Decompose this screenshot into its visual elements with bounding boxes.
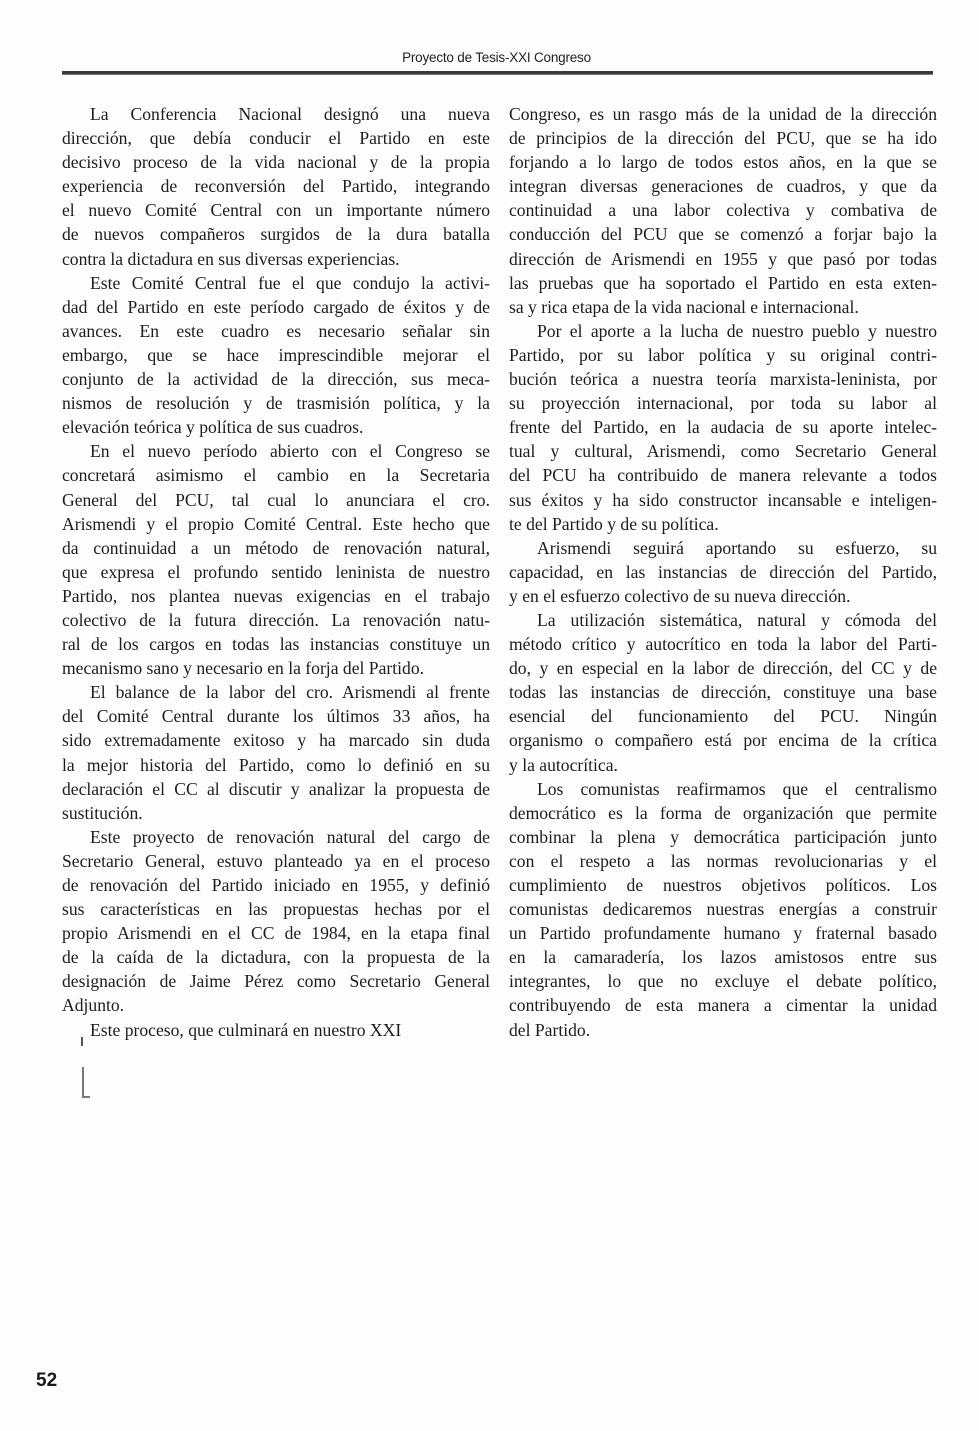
text-line: da continuidad a un método de renovación natural, [62, 537, 490, 558]
text-line: General del PCU, tal cual lo anunciara el cro. [62, 489, 490, 510]
text-line: su proyección internacional, por toda su labor al [509, 393, 937, 414]
paragraph [62, 271, 490, 440]
text-line: nismos de resolución y de trasmisión política, y la [62, 393, 490, 414]
text-line: declaración el CC al discutir y analizar la propuesta de [62, 778, 490, 799]
text-line: del Partido. [509, 1019, 591, 1040]
text-line: La Conferencia Nacional designó una nueva [90, 104, 490, 124]
text-line: elevación teórica y política de sus cuadros. [62, 417, 364, 438]
text-line: Arismendi seguirá aportando su esfuerzo, su [537, 537, 937, 558]
text-line: te del Partido y de su política. [509, 513, 719, 534]
text-line: organismo o compañero está por encima de la crítica [509, 730, 937, 751]
text-line: Secretario General, estuvo planteado ya en el proceso [62, 850, 490, 871]
text-line: las pruebas que ha soportado el Partido en esta exten- [509, 272, 937, 293]
text-line: designación de Jaime Pérez como Secretario General [62, 971, 490, 992]
text-line: un Partido profundamente humano y fraternal basado [509, 923, 937, 944]
text-line: dirección de Arismendi en 1955 y que pasó por todas [509, 248, 937, 269]
text-line: capacidad, en las instancias de dirección del Partido, [509, 561, 937, 582]
text-line: sus características en las propuestas hechas por el [62, 899, 490, 920]
text-line: frente del Partido, en la audacia de su aporte intelec- [509, 417, 937, 438]
text-line: de renovación del Partido iniciado en 1955, y definió [62, 875, 490, 895]
text-line: de la caída de la dictadura, con la propuesta de la [62, 947, 490, 968]
running-header: Proyecto de Tesis-XXI Congreso [402, 50, 591, 65]
paragraph [62, 680, 490, 825]
paragraph [509, 102, 937, 319]
text-line: avances. En este cuadro es necesario señalar sin [62, 320, 490, 341]
text-line: experiencia de reconversión del Partido, integrando [62, 176, 490, 197]
right-column [509, 102, 937, 1042]
text-line: ral de los cargos en todas las instancias constituye un [62, 634, 490, 655]
scan-mark [82, 1096, 90, 1098]
text-line: con el respeto a las normas revolucionarias y el [509, 850, 937, 871]
text-line: do, y en especial en la labor de dirección, del CC y de [509, 658, 937, 679]
text-line: en la camaradería, los lazos amistosos entre sus [509, 947, 937, 968]
paragraph [62, 439, 490, 680]
text-line: la mejor historia del Partido, como lo definió en su [62, 754, 490, 775]
text-line: método crítico y autocrítico en toda la labor del Parti- [509, 634, 937, 655]
text-line: dirección, que debía conducir el Partido en este [62, 128, 490, 149]
text-line: sa y rica etapa de la vida nacional e internacional. [509, 296, 859, 317]
text-line: y en el esfuerzo colectivo de su nueva dirección. [509, 585, 851, 606]
text-line: conducción del PCU que se comenzó a forjar bajo la [509, 224, 937, 245]
text-line: sus éxitos y ha sido constructor incansable e inteligen- [509, 489, 937, 510]
left-column [62, 102, 490, 1042]
text-line: integran diversas generaciones de cuadros, y que da [509, 176, 937, 197]
header-rule [62, 71, 933, 75]
text-line: Adjunto. [62, 995, 125, 1016]
text-line: el nuevo Comité Central con un importante número [62, 200, 490, 221]
text-line: del PCU ha contribuido de manera relevante a todos [509, 465, 937, 486]
text-line: democrático es la forma de organización que permite [509, 802, 937, 823]
text-line: integrantes, lo que no excluye el debate político, [509, 971, 937, 992]
text-line: del Comité Central durante los últimos 33 años, ha [62, 706, 490, 727]
text-line: combinar la plena y democrática participación junto [509, 826, 937, 847]
text-line: todas las instancias de dirección, constituye una base [509, 682, 937, 703]
text-line: continuidad a una labor colectiva y combativa de [509, 200, 937, 221]
text-line: decisivo proceso de la vida nacional y de la propia [62, 152, 490, 173]
text-line: Este Comité Central fue el que condujo la activi- [90, 272, 490, 293]
text-line: esencial del funcionamiento del PCU. Ningún [509, 706, 937, 727]
text-line: dad del Partido en este período cargado de éxitos y de [62, 296, 490, 317]
text-line: sido extremadamente exitoso y ha marcado sin duda [62, 730, 490, 751]
text-line: sustitución. [62, 802, 143, 823]
text-line: tual y cultural, Arismendi, como Secretario General [509, 441, 937, 462]
paragraph [509, 608, 937, 777]
text-line: propio Arismendi en el CC de 1984, en la etapa final [62, 923, 490, 944]
text-line: concretará asimismo el cambio en la Secretaria [62, 465, 490, 486]
text-line: de principios de la dirección del PCU, que se ha ido [509, 128, 937, 149]
text-line: contribuyendo de esta manera a cimentar la unidad [509, 995, 937, 1016]
text-line: Partido, nos plantea nuevas exigencias en el trabajo [62, 585, 490, 606]
text-line: En el nuevo período abierto con el Congreso se [90, 441, 490, 462]
text-line: Arismendi y el propio Comité Central. Este hecho que [62, 513, 490, 534]
paragraph [509, 777, 937, 1042]
text-line: embargo, que se hace imprescindible mejorar el [62, 344, 490, 365]
text-line: y la autocrítica. [509, 754, 618, 775]
scan-mark [81, 1037, 83, 1046]
text-line: Este proceso, que culminará en nuestro XXI [90, 1019, 402, 1040]
text-line: Partido, por su labor política y su original contri- [509, 344, 937, 365]
text-line: mecanismo sano y necesario en la forja del Partido. [62, 658, 425, 679]
text-line: contra la dictadura en sus diversas experiencias. [62, 248, 400, 269]
text-line: Los comunistas reafirmamos que el centralismo [537, 778, 937, 799]
text-line: Por el aporte a la lucha de nuestro pueblo y nuestro [537, 320, 937, 341]
text-line: La utilización sistemática, natural y cómoda del [537, 609, 937, 630]
paragraph [509, 319, 937, 536]
text-line: cumplimiento de nuestros objetivos políticos. Los [509, 875, 937, 895]
text-line: conjunto de la actividad de la dirección, sus meca- [62, 369, 490, 390]
paragraph [62, 102, 490, 271]
text-line: que expresa el profundo sentido leninista de nuestro [62, 561, 490, 582]
text-line: Congreso, es un rasgo más de la unidad de la dirección [509, 104, 937, 124]
paragraph [509, 536, 937, 608]
text-line: comunistas dedicaremos nuestras energías a construir [509, 899, 937, 920]
text-line: El balance de la labor del cro. Arismendi al frente [90, 682, 490, 703]
text-line: colectivo de la futura dirección. La renovación natu- [62, 609, 490, 630]
scan-mark [82, 1067, 84, 1097]
text-line: Este proyecto de renovación natural del cargo de [90, 826, 490, 847]
text-line: bución teórica a nuestra teoría marxista-leninista, por [509, 369, 937, 390]
paragraph [62, 1018, 490, 1042]
paragraph [62, 825, 490, 1018]
text-line: de nuevos compañeros surgidos de la dura batalla [62, 224, 490, 245]
text-line: forjando a lo largo de todos estos años, en la que se [509, 152, 937, 173]
page-number: 52 [36, 1370, 58, 1391]
